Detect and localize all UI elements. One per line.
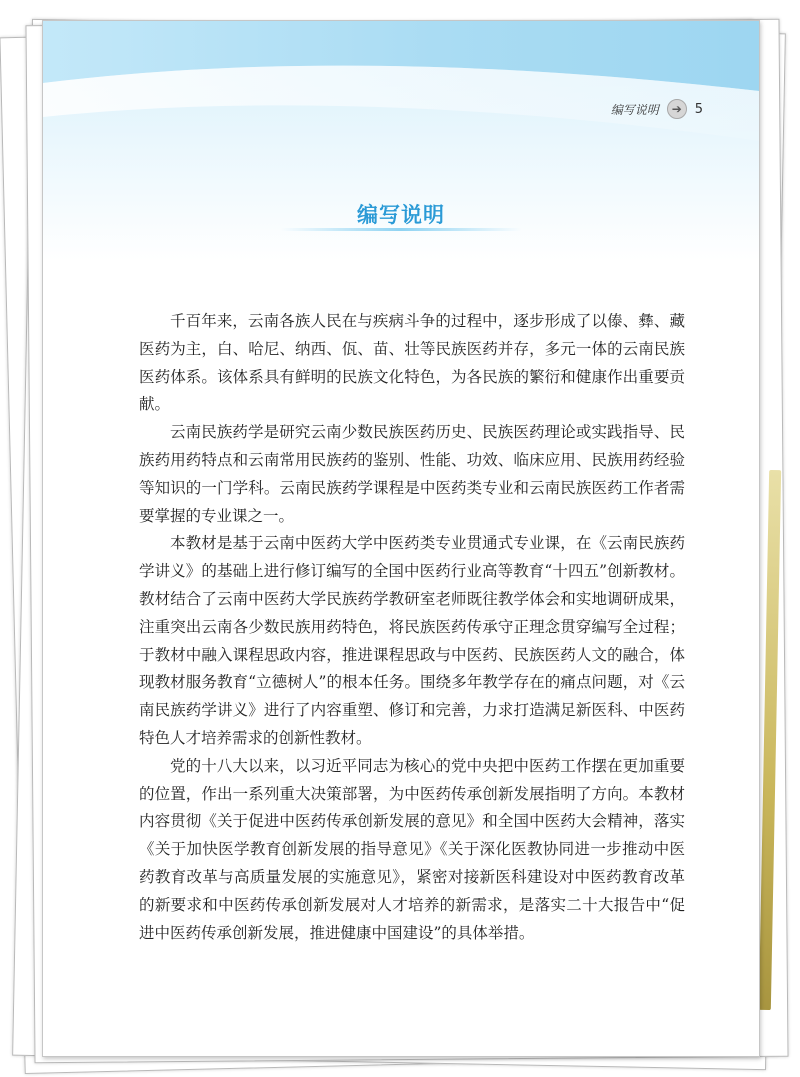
paragraph: 党的十八大以来，以习近平同志为核心的党中央把中医药工作摆在更加重要的位置，作出一系列重大决策部署，为中医药传承创新发展指明了方向。本教材内容贯彻《关于促进中医药传承创新发展的意见》和全国中医药大会精神，落实《关于加快医学教育创新发展的指导意见》《关于深化医教协同进一步推动中医药教育改革与高质量发展的实施意见》，紧密对接新医科建设对中医药教育改革的新要求和中医药传承创新发展对人才培养的新需求，是落实二十大报告中“促进中医药传承创新发展，推进健康中国建设”的具体举措。 (139, 756, 685, 942)
title-underline (281, 228, 521, 231)
arrow-right-icon: ➔ (667, 99, 687, 119)
paragraph: 千百年来，云南各族人民在与疾病斗争的过程中，逐步形成了以傣、彝、藏医药为主，白、哈尼、纳西、佤、苗、壮等民族医药并存，多元一体的云南民族医药体系。该体系具有鲜明的民族文化特色，为各民族的繁衍和健康作出重要贡献。 (139, 312, 685, 414)
paragraph: 本教材是基于云南中医药大学中医药类专业贯通式专业课，在《云南民族药学讲义》的基础上进行修订编写的全国中医药行业高等教育“十四五”创新教材。教材结合了云南中医药大学民族药学教研室老师既往教学体会和实地调研成果，注重突出云南各少数民族用药特色，将民族医药传承守正理念贯穿编写全过程；于教材中融入课程思政内容，推进课程思政与中医药、民族医药人文的融合，体现教材服务教育“立德树人”的根本任务。围绕多年教学存在的痛点问题，对《云南民族药学讲义》进行了内容重塑、修订和完善，力求打造满足新医科、中医药特色人才培养需求的创新性教材。 (139, 534, 685, 747)
running-head-section: 编写说明 (610, 102, 659, 117)
book-page (42, 20, 760, 1057)
running-head (611, 99, 703, 119)
chapter-title: 编写说明 (357, 203, 445, 227)
paragraph: 云南民族药学是研究云南少数民族医药历史、民族医药理论或实践指导、民族药用药特点和云南常用民族药的鉴别、性能、功效、临床应用、民族用药经验等知识的一门学科。云南民族药学课程是中医药类专业和云南民族医药工作者需要掌握的专业课之一。 (139, 423, 685, 525)
body-text (139, 308, 685, 947)
page-number: 5 (694, 101, 703, 117)
